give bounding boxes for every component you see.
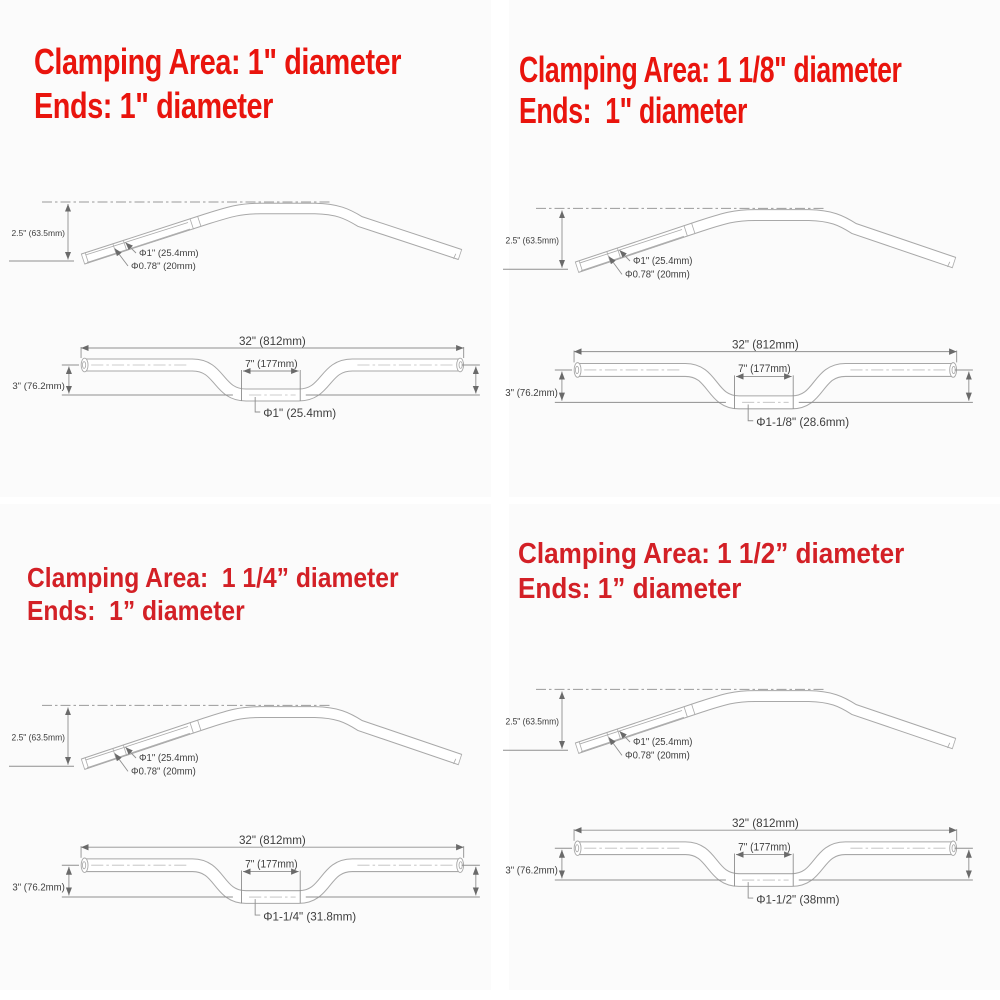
end-diameter-label: Φ0.78" (20mm): [131, 766, 196, 778]
top-view-labels: [12, 833, 356, 924]
heading: [27, 561, 399, 627]
top-view-labels: [505, 816, 839, 907]
top-view-container: [0, 328, 490, 428]
ends-heading-line: Ends: 1” diameter: [518, 573, 742, 605]
dimension-lines: [62, 347, 480, 412]
handlebar-side-view-diagram: [491, 196, 976, 294]
panel-clamp-1-1-2in: [505, 504, 1000, 990]
top-view-container: [0, 826, 490, 932]
ends-heading-line: Ends: 1" diameter: [34, 85, 273, 126]
clamping-area-heading-line: Clamping Area: 1 1/4” diameter: [27, 562, 399, 593]
panel-clamp-1-1-8in: [505, 0, 1000, 497]
handlebar-side-view-diagram: [0, 190, 482, 285]
overall-width-label: 32" (812mm): [238, 832, 306, 848]
panel-clamp-1in: [0, 0, 491, 497]
clamp-diameter-label: Φ1-1/8" (28.6mm): [756, 414, 850, 430]
side-view-container: [491, 677, 976, 775]
side-view-container: [0, 693, 482, 791]
center-width-label: 7" (177mm): [245, 359, 298, 370]
grip-diameter-label: Φ1" (25.4mm): [138, 752, 199, 765]
clamping-area-heading-line: Clamping Area: 1" diameter: [34, 41, 402, 82]
clamp-diameter-label: Φ1-1/2" (38mm): [756, 892, 840, 907]
top-view-container: [487, 330, 983, 438]
side-view-container: [0, 190, 482, 285]
rise-dimension-label: 2.5" (63.5mm): [505, 716, 559, 727]
end-diameter-label: Φ0.78" (20mm): [131, 261, 196, 272]
dimension-lines: [62, 846, 480, 915]
ends-heading-line: Ends: 1” diameter: [27, 595, 245, 626]
heading: [34, 40, 401, 128]
drop-label: 3" (76.2mm): [505, 865, 558, 877]
center-width-label: 7" (177mm): [738, 842, 791, 854]
end-diameter-label: Φ0.78" (20mm): [625, 750, 690, 762]
clamping-area-heading-line: Clamping Area: 1 1/8" diameter: [519, 49, 902, 90]
grip-diameter-label: Φ1" (25.4mm): [139, 248, 199, 259]
panel-clamp-1-1-4in: [0, 504, 491, 990]
center-width-label: 7" (177mm): [738, 363, 791, 376]
drop-label: 3" (76.2mm): [12, 882, 65, 894]
rise-dimension-label: 2.5" (63.5mm): [505, 235, 559, 246]
end-diameter-label: Φ0.78" (20mm): [625, 269, 690, 281]
side-view-container: [491, 196, 976, 294]
center-width-label: 7" (177mm): [245, 859, 298, 871]
handlebar-side-view-diagram: [0, 693, 482, 791]
handlebar-side-view-diagram: [491, 677, 976, 775]
rise-dimension-label: 2.5" (63.5mm): [11, 228, 65, 238]
handlebar-top-view-diagram: [0, 328, 490, 428]
drop-label: 3" (76.2mm): [12, 381, 65, 392]
handlebar-top-view-diagram: [487, 330, 983, 438]
overall-width-label: 32" (812mm): [238, 336, 306, 348]
handlebar-top-view-diagram: [487, 809, 983, 915]
rise-dimension-label: 2.5" (63.5mm): [11, 732, 65, 743]
handlebar-top-view-diagram: [0, 826, 490, 932]
grip-diameter-label: Φ1" (25.4mm): [633, 255, 693, 268]
heading: [519, 49, 902, 131]
clamping-area-heading-line: Clamping Area: 1 1/2” diameter: [518, 538, 905, 570]
heading: [518, 537, 904, 607]
clamp-diameter-label: Φ1" (25.4mm): [263, 408, 337, 420]
clamp-diameter-label: Φ1-1/4" (31.8mm): [263, 909, 357, 924]
dimension-lines: [555, 351, 973, 421]
overall-width-label: 32" (812mm): [731, 815, 799, 831]
top-view-labels: [12, 336, 336, 420]
top-view-container: [487, 809, 983, 915]
grip-diameter-label: Φ1" (25.4mm): [633, 736, 693, 749]
drop-label: 3" (76.2mm): [505, 387, 558, 399]
overall-width-label: 32" (812mm): [731, 337, 799, 352]
top-view-labels: [505, 337, 849, 429]
ends-heading-line: Ends: 1" diameter: [519, 90, 748, 131]
dimension-lines: [555, 829, 973, 898]
